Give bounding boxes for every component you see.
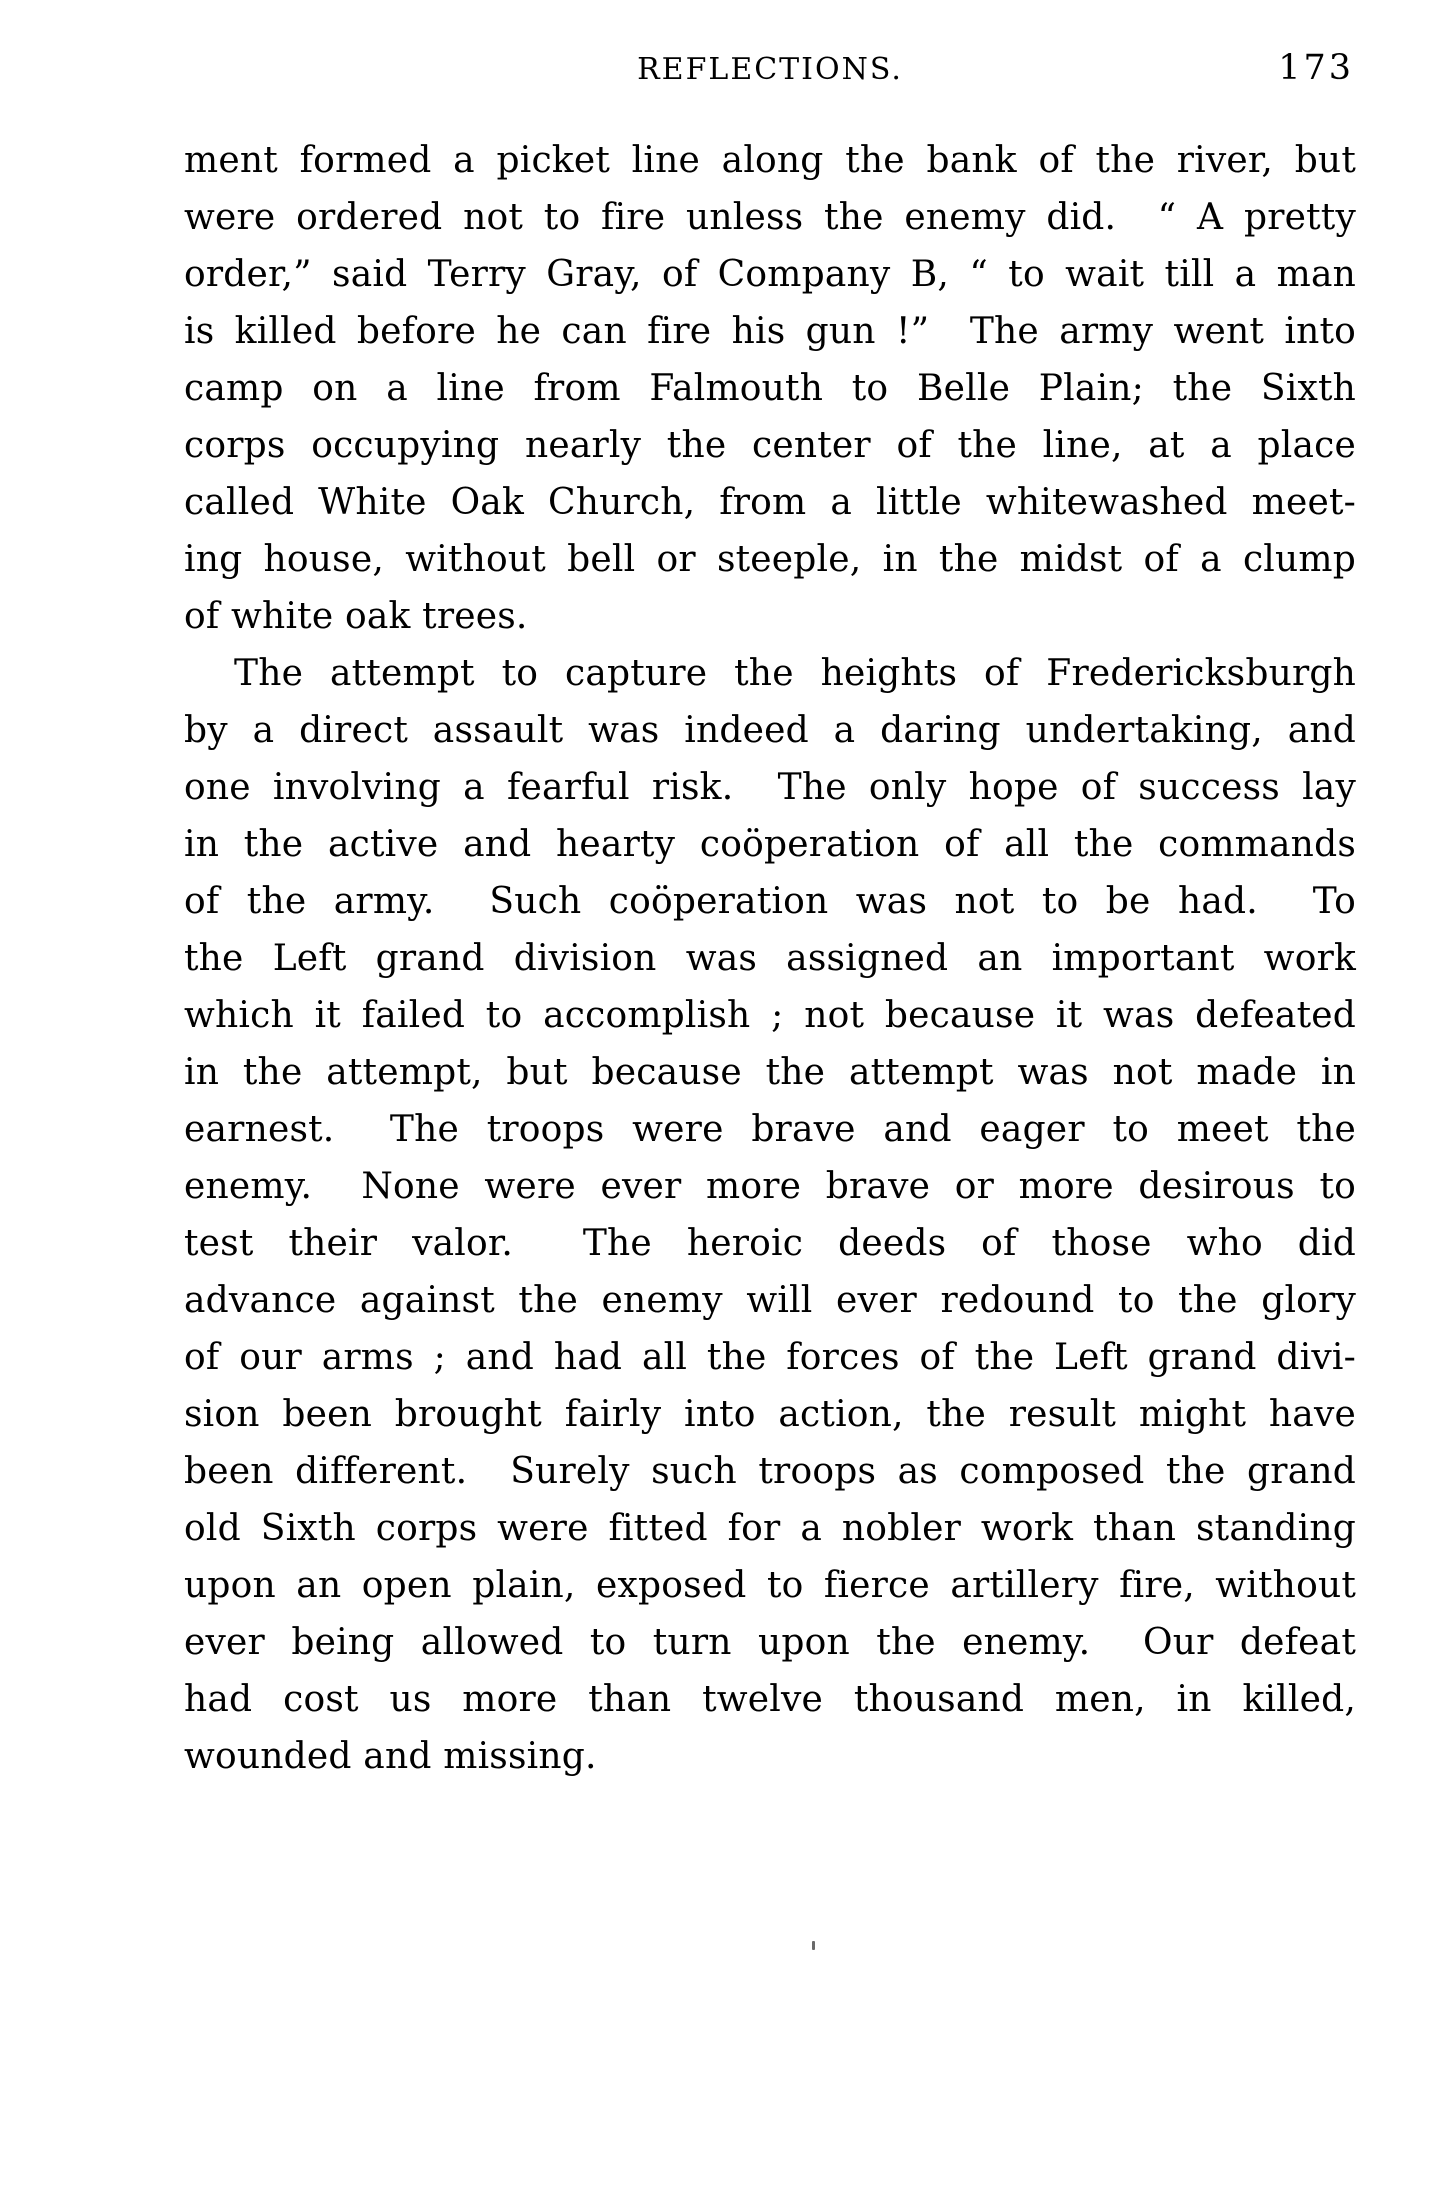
text-line: one involving a fearful risk. The only hope of success lay: [184, 767, 1356, 808]
text-line: been different. Surely such troops as composed the grand: [184, 1451, 1356, 1492]
text-line: of white oak trees.: [184, 596, 528, 637]
text-line: of our arms ; and had all the forces of the Left grand divi-: [184, 1337, 1356, 1378]
text-line: in the attempt, but because the attempt was not made in: [184, 1052, 1356, 1093]
text-line: called White Oak Church, from a little whitewashed meet-: [184, 482, 1356, 523]
text-line: is killed before he can fire his gun !” The army went into: [184, 311, 1356, 352]
text-line: sion been brought fairly into action, the result might have: [184, 1394, 1356, 1435]
text-line: corps occupying nearly the center of the line, at a place: [184, 425, 1356, 466]
text-line: camp on a line from Falmouth to Belle Plain; the Sixth: [184, 368, 1356, 409]
text-line: the Left grand division was assigned an important work: [184, 938, 1356, 979]
page-number: 173: [1278, 48, 1354, 88]
text-line: earnest. The troops were brave and eager to meet the: [184, 1109, 1356, 1150]
text-line: in the active and hearty coöperation of all the commands: [184, 824, 1356, 865]
text-line: advance against the enemy will ever redound to the glory: [184, 1280, 1356, 1321]
text-line: enemy. None were ever more brave or more desirous to: [184, 1166, 1356, 1207]
text-line: were ordered not to fire unless the enemy did. “ A pretty: [184, 197, 1356, 238]
text-line: wounded and missing.: [184, 1736, 597, 1777]
page-header: [184, 48, 1356, 96]
body-text: [184, 132, 1356, 1785]
running-title: REFLECTIONS.: [637, 52, 903, 87]
text-line: ment formed a picket line along the bank of the river, but: [184, 140, 1356, 181]
text-line: ever being allowed to turn upon the enemy. Our defeat: [184, 1622, 1356, 1663]
text-line: ing house, without bell or steeple, in the midst of a clump: [184, 539, 1356, 580]
text-line: by a direct assault was indeed a daring undertaking, and: [184, 710, 1356, 751]
text-line: old Sixth corps were fitted for a nobler work than standing: [184, 1508, 1356, 1549]
text-line: upon an open plain, exposed to fierce artillery fire, without: [184, 1565, 1356, 1606]
ink-speck: [812, 1941, 815, 1950]
text-line: had cost us more than twelve thousand men, in killed,: [184, 1679, 1356, 1720]
text-line: of the army. Such coöperation was not to be had. To: [184, 881, 1356, 922]
text-line: The attempt to capture the heights of Fredericksburgh: [234, 653, 1356, 694]
text-line: order,” said Terry Gray, of Company B, “ to wait till a man: [184, 254, 1356, 295]
text-line: test their valor. The heroic deeds of those who did: [184, 1223, 1356, 1264]
text-line: which it failed to accomplish ; not because it was defeated: [184, 995, 1356, 1036]
